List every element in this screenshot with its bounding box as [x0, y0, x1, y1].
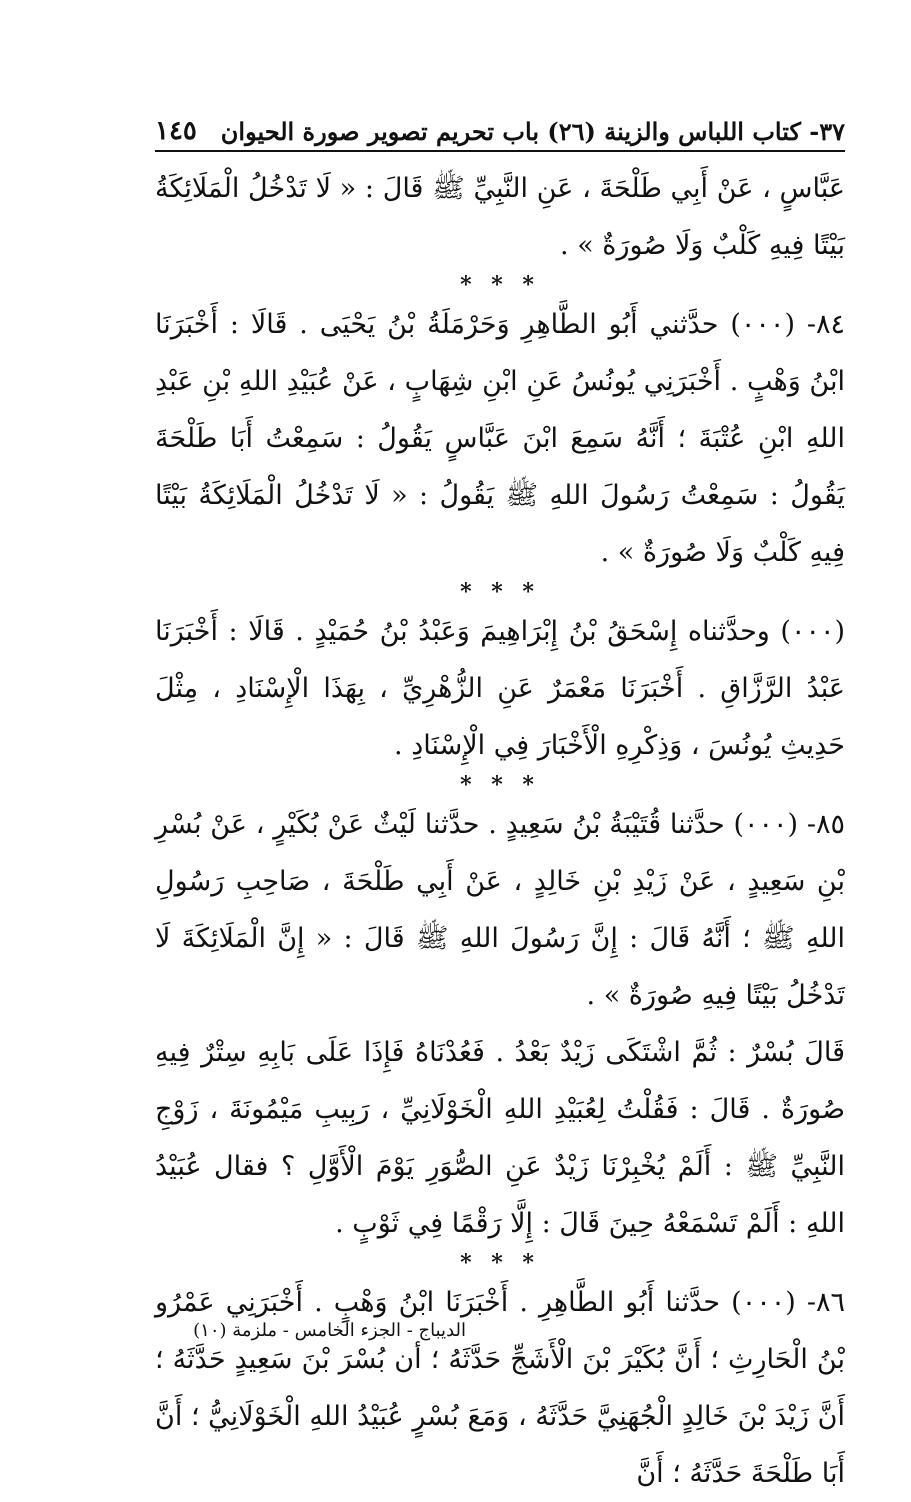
page-footer: الديباج - الجزء الخامس - ملزمة (١٠) [193, 1320, 466, 1341]
paragraph-hadith-85: ٨٥- (٠٠٠) حدَّثنا قُتَيْبَةُ بْنُ سَعِيدٍ . حدَّثنا لَيْثٌ عَنْ بُكَيْرٍ ، عَنْ بُسْرِ بْنِ سَعِيدٍ ، عَنْ زَيْدِ بْنِ خَالِدٍ ، عَنْ أَبِي طَلْحَةَ ، صَاحِبِ رَسُولِ اللهِ ﷺ ؛ أَنَّهُ قَالَ : إِنَّ رَسُولَ اللهِ ﷺ قَالَ : « إِنَّ الْمَلَائِكَةَ لَا تَدْخُلُ بَيْتًا فِيهِ صُورَةٌ » . [155, 809, 845, 1011]
running-title: ٣٧- كتاب اللباس والزينة (٢٦) باب تحريم تصوير صورة الحيوان [220, 117, 845, 146]
paragraph-hadith-86: ٨٦- (٠٠٠) حدَّثنا أَبُو الطَّاهِرِ . أَخْبَرَنَا ابْنُ وَهْبٍ . أَخْبَرَنِي عَمْرُو بْنُ الْحَارِثِ ؛ أَنَّ بُكَيْرَ بْنَ الْأَشَجِّ حَدَّثَهُ ؛ أن بُسْرَ بْنَ سَعِيدٍ حَدَّثَهُ ؛ أَنَّ زَيْدَ بْنَ خَالِدٍ الْجُهَنِيَّ حَدَّثَهُ ، وَمَعَ بُسْرٍ عُبَيْدُ اللهِ الْخَوْلَانِيُّ ؛ أَنَّ أَبَا طَلْحَةَ حَدَّثَهُ ؛ أَنَّ [155, 1287, 845, 1489]
paragraph-continuation: عَبَّاسٍ ، عَنْ أَبِي طَلْحَةَ ، عَنِ النَّبِيِّ ﷺ قَالَ : « لَا تَدْخُلُ الْمَلَائِكَةُ بَيْتًا فِيهِ كَلْبٌ وَلَا صُورَةٌ » . [155, 173, 845, 261]
section-separator: * * * [460, 579, 540, 605]
section-separator: * * * [460, 272, 540, 298]
section-separator: * * * [460, 1250, 540, 1276]
paragraph-hadith-84: ٨٤- (٠٠٠) حدَّثني أَبُو الطَّاهِرِ وَحَرْمَلَةُ بْنُ يَحْيَى . قَالَا : أَخْبَرَنَا ابْنُ وَهْبٍ . أَخْبَرَنِي يُونُسُ عَنِ ابْنِ شِهَابٍ ، عَنْ عُبَيْدِ اللهِ بْنِ عَبْدِ اللهِ ابْنِ عُتْبَةَ ؛ أَنَّهُ سَمِعَ ابْنَ عَبَّاسٍ يَقُولُ : سَمِعْتُ أَبَا طَلْحَةَ يَقُولُ : سَمِعْتُ رَسُولَ اللهِ ﷺ يَقُولُ : « لَا تَدْخُلُ الْمَلَائِكَةُ بَيْتًا فِيهِ كَلْبٌ وَلَا صُورَةٌ » . [155, 309, 845, 568]
paragraph-hadith-85-continued: قَالَ بُسْرٌ : ثُمَّ اشْتَكَى زَيْدٌ بَعْدُ . فَعُدْنَاهُ فَإِذَا عَلَى بَابِهِ سِتْرٌ فِيهِ صُورَةٌ . قَالَ : فَقُلْتُ لِعُبَيْدِ اللهِ الْخَوْلَانِيِّ ، رَبِيبِ مَيْمُونَةَ ، زَوْجِ النَّبِيِّ ﷺ : أَلَمْ يُخْبِرْنَا زَيْدٌ عَنِ الصُّوَرِ يَوْمَ الْأَوَّلِ ؟ فقال عُبَيْدُ اللهِ : أَلَمْ تَسْمَعْهُ حِينَ قَالَ : إِلَّا رَقْمًا فِي ثَوْبٍ . [155, 1037, 845, 1239]
page-header [155, 112, 845, 152]
section-separator: * * * [460, 772, 540, 798]
page-body [155, 160, 845, 1502]
page-number: ١٤٥ [155, 116, 197, 146]
paragraph-hadith-84-variant: (٠٠٠) وحدَّثناه إِسْحَقُ بْنُ إِبْرَاهِيمَ وَعَبْدُ بْنُ حُمَيْدٍ . قَالَا : أَخْبَرَنَا عَبْدُ الرَّزَّاقِ . أَخْبَرَنَا مَعْمَرٌ عَنِ الزُّهْرِيِّ ، بِهَذَا الْإِسْنَادِ ، مِثْلَ حَدِيثِ يُونُسَ ، وَذِكْرِهِ الْأَخْبَارَ فِي الْإِسْنَادِ . [155, 616, 845, 761]
